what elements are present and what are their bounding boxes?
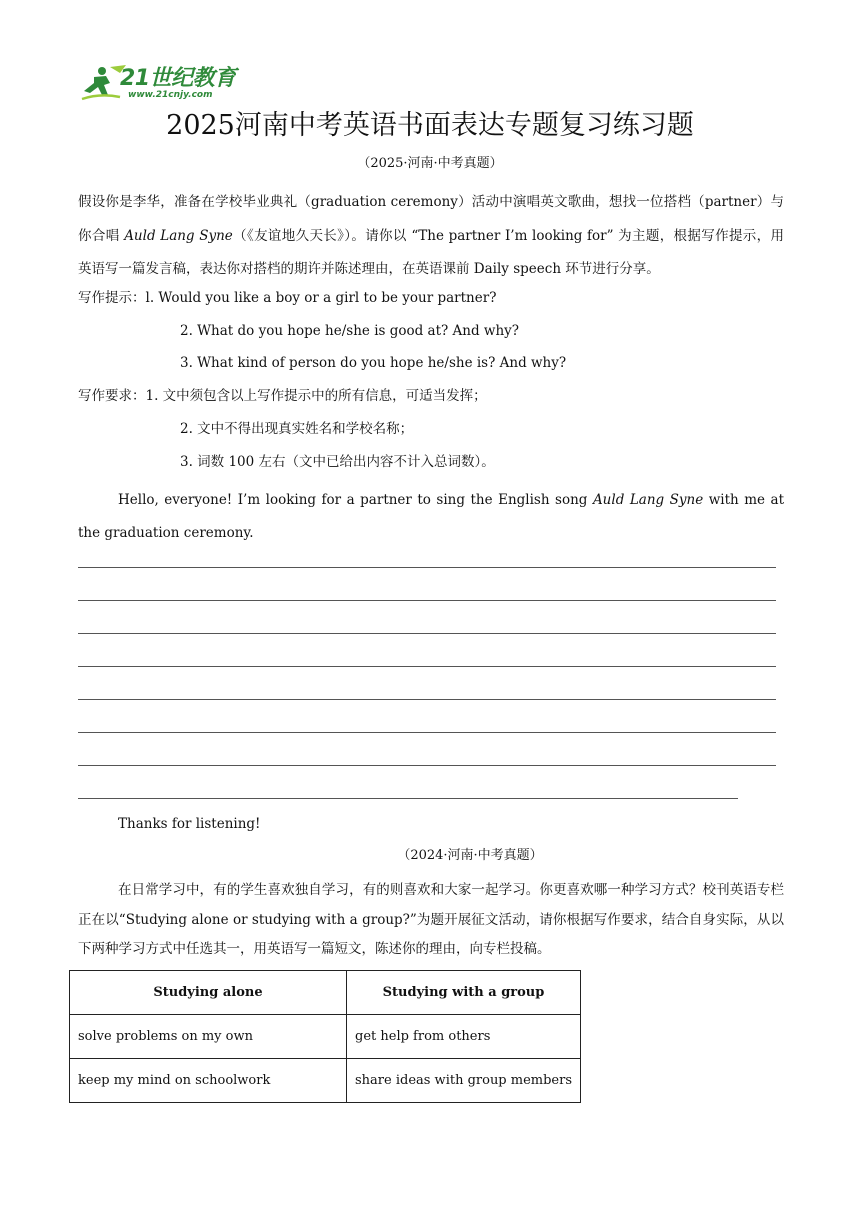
section2-source: （2024·河南·中考真题）	[397, 848, 543, 863]
writing-line[interactable]	[78, 699, 776, 700]
table-header: Studying alone	[70, 971, 347, 1015]
opening-song-title: Auld Lang Syne	[592, 492, 704, 508]
requirements-label: 写作要求：	[78, 388, 146, 404]
opening-text-b: with me at the graduation ceremony.	[78, 492, 784, 541]
table-cell: get help from others	[347, 1015, 581, 1059]
section1-source: （2025·河南·中考真题）	[357, 156, 503, 171]
closing-sentence: Thanks for listening!	[118, 816, 261, 832]
table-cell: share ideas with group members	[347, 1059, 581, 1103]
hints-block	[78, 288, 496, 308]
opening-text-a: Hello, everyone! I’m looking for a partner to sing the English song	[118, 492, 593, 508]
hint-item: 2. What do you hope he/she is good at? And why?	[180, 323, 520, 339]
requirement-item: 1. 文中须包含以上写作提示中的所有信息，可适当发挥；	[145, 388, 487, 404]
logo-text: 21世纪教育	[120, 66, 236, 91]
study-options-table	[69, 970, 581, 1103]
section1-prompt	[78, 186, 784, 287]
hints-label: 写作提示：	[78, 290, 146, 306]
table-header-row	[70, 971, 581, 1015]
table-cell: keep my mind on schoolwork	[70, 1059, 347, 1103]
writing-line[interactable]	[78, 666, 776, 667]
table-row	[70, 1059, 581, 1103]
writing-line[interactable]	[78, 798, 738, 799]
logo-url: www.21cnjy.com	[128, 90, 213, 100]
song-title: Auld Lang Syne	[124, 227, 233, 244]
requirements-block	[78, 386, 487, 406]
prompt-text-b: （《友谊地久天长》）。请你以 “The partner I’m looking for” 为主题，根据写作提示，用英语写一篇发言稿，表达你对搭档的期许并陈述理由，在英语课前 Daily speech 环节进行分享。	[78, 227, 784, 277]
writing-line[interactable]	[78, 567, 776, 568]
site-logo	[80, 63, 250, 105]
opening-sentence	[78, 484, 784, 550]
hint-item: 3. What kind of person do you hope he/she is? And why?	[180, 355, 567, 371]
table-header: Studying with a group	[347, 971, 581, 1015]
requirement-item: 2. 文中不得出现真实姓名和学校名称；	[180, 421, 414, 437]
table-cell: solve problems on my own	[70, 1015, 347, 1059]
writing-line[interactable]	[78, 732, 776, 733]
page-title: 2025河南中考英语书面表达专题复习练习题	[166, 110, 694, 141]
prompt-text-a: 假设你是李华，准备在学校毕业典礼（graduation ceremony）活动中演唱英文歌曲，想找一位搭档（partner）与你合唱	[78, 194, 784, 244]
writing-line[interactable]	[78, 765, 776, 766]
writing-line[interactable]	[78, 600, 776, 601]
section2-prompt: 在日常学习中，有的学生喜欢独自学习，有的则喜欢和大家一起学习。你更喜欢哪一种学习方式？校刊英语专栏正在以“Studying alone or studying with a group?”为题开展征文活动，请你根据写作要求，结合自身实际，从以下两种学习方式中任选其一，用英语写一篇短文，陈述你的理由，向专栏投稿。	[78, 882, 784, 957]
hint-item: l. Would you like a boy or a girl to be your partner?	[145, 290, 497, 306]
table-row	[70, 1015, 581, 1059]
requirement-item: 3. 词数 100 左右（文中已给出内容不计入总词数）。	[180, 454, 495, 470]
writing-line[interactable]	[78, 633, 776, 634]
